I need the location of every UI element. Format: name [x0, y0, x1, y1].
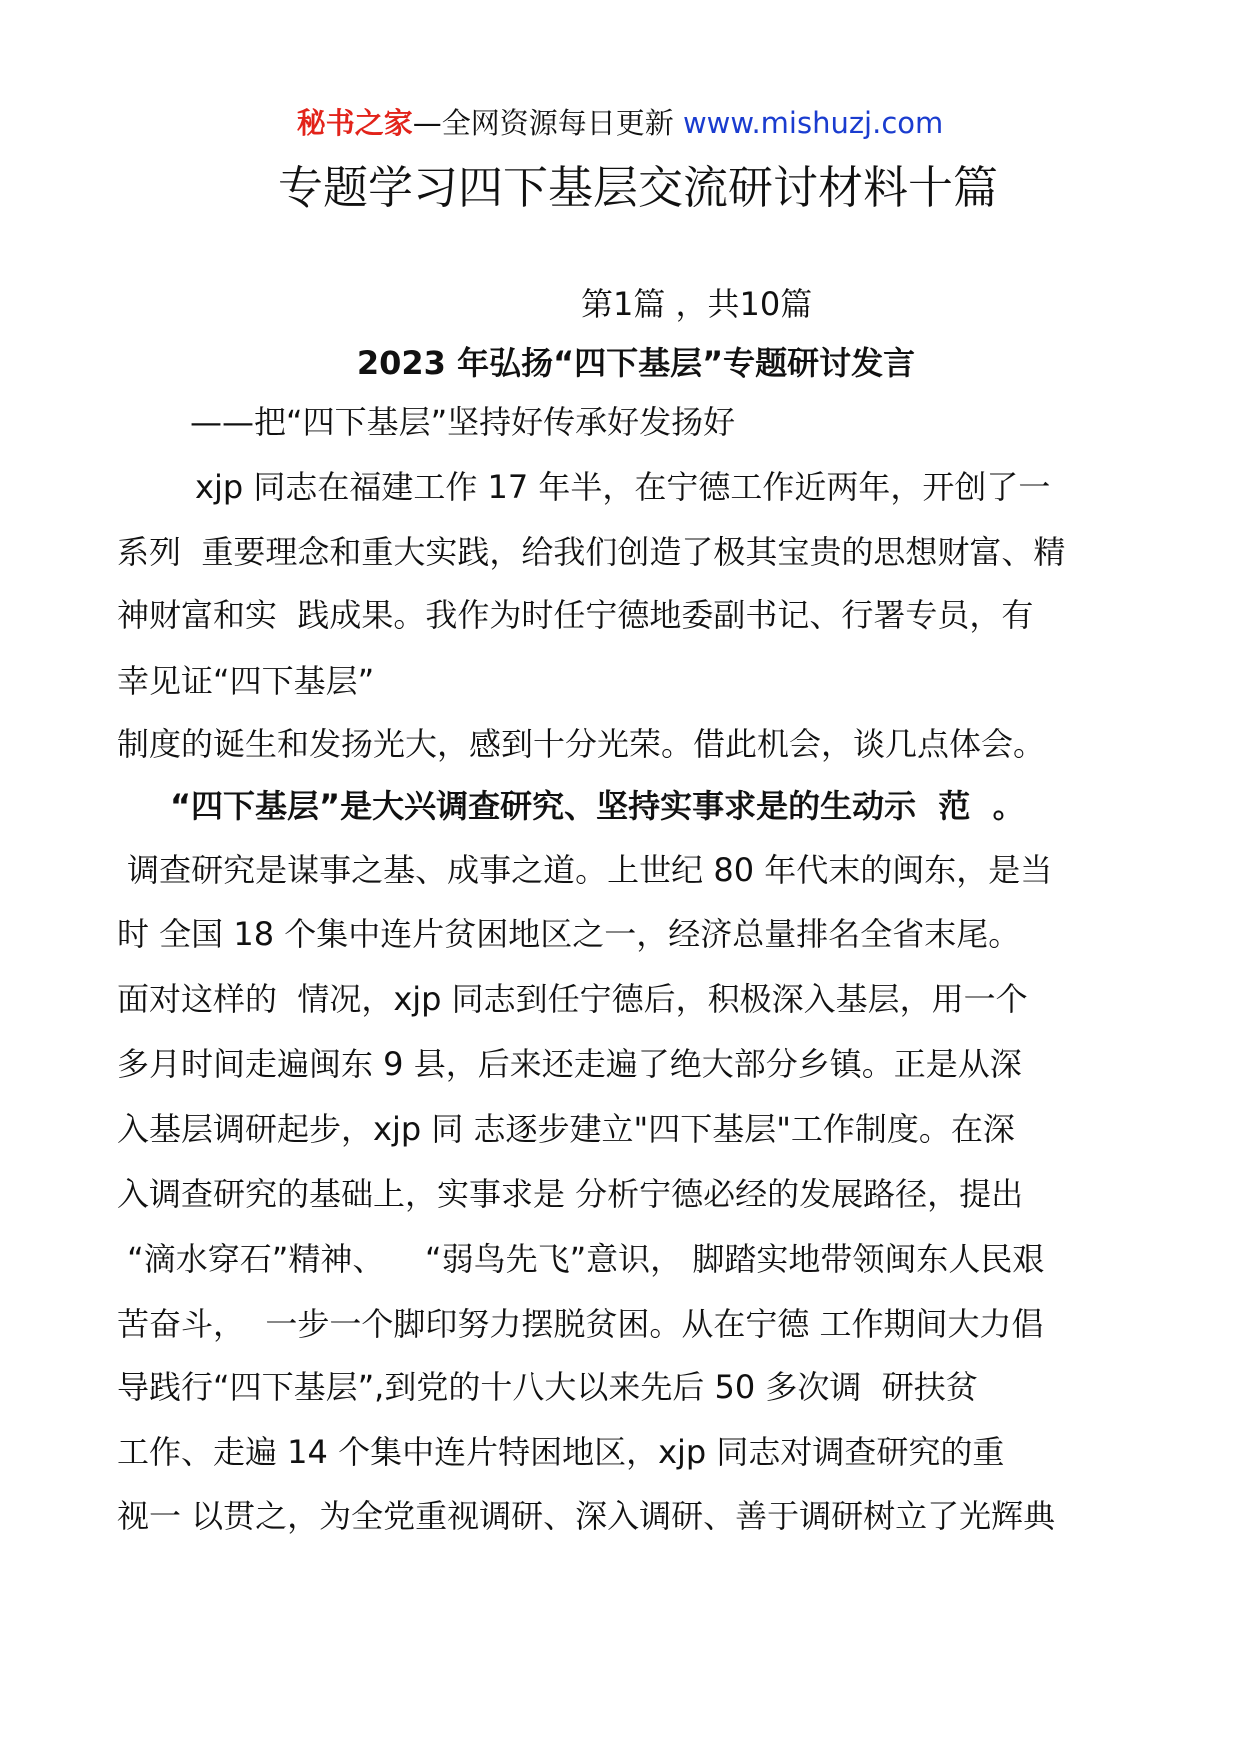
part-label: 第1篇 ，共10篇 — [581, 285, 813, 323]
speech-title: 2023 年弘扬“四下基层”专题研讨发言 — [356, 344, 916, 382]
section-heading: “四下基层”是大兴调查研究、坚持实事求是的生动示 范 。 — [170, 787, 1025, 825]
document-title: 专题学习四下基层交流研讨材料十篇 — [277, 161, 998, 214]
body-line: “滴水穿石”精神、 “弱鸟先飞”意识， 脚踏实地带领闽东人民艰 — [117, 1240, 1045, 1278]
site-header — [0, 104, 1240, 142]
body-line: 多月时间走遍闽东 9 县，后来还走遍了绝大部分乡镇。正是从深 — [117, 1045, 1022, 1083]
body-line: 导践行“四下基层”,到党的十八大以来先后 50 多次调 研扶贫 — [117, 1368, 978, 1406]
site-brand: 秘书之家 — [296, 106, 413, 140]
body-line: 调查研究是谋事之基、成事之道。上世纪 80 年代末的闽东，是当 — [117, 851, 1053, 889]
body-line: 工作、走遍 14 个集中连片特困地区，xjp 同志对调查研究的重 — [117, 1433, 1005, 1471]
body-line: 幸见证“四下基层” — [117, 662, 375, 700]
body-line: xjp 同志在福建工作 17 年半，在宁德工作近两年，开创了一 — [195, 468, 1051, 506]
body-line: 入调查研究的基础上，实事求是 分析宁德必经的发展路径，提出 — [117, 1175, 1024, 1213]
body-line: 时 全国 18 个集中连片贫困地区之一，经济总量排名全省末尾。 — [117, 915, 1021, 953]
body-line: 视一 以贯之，为全党重视调研、深入调研、善于调研树立了光辉典 — [117, 1497, 1056, 1535]
site-tagline: —全网资源每日更新 — [412, 106, 674, 140]
body-line: 系列 重要理念和重大实践，给我们创造了极其宝贵的思想财富、精 — [117, 533, 1066, 571]
body-line: 面对这样的 情况，xjp 同志到任宁德后，积极深入基层，用一个 — [117, 980, 1028, 1018]
body-line: 制度的诞生和发扬光大，感到十分光荣。借此机会，谈几点体会。 — [117, 725, 1046, 763]
speech-subtitle: ——把“四下基层”坚持好传承好发扬好 — [190, 403, 736, 441]
site-url-link[interactable]: www.mishuzj.com — [673, 106, 944, 140]
body-line: 神财富和实 践成果。我作为时任宁德地委副书记、行署专员，有 — [117, 596, 1034, 634]
body-line: 苦奋斗， 一步一个脚印努力摆脱贫困。从在宁德 工作期间大力倡 — [117, 1305, 1044, 1343]
body-line: 入基层调研起步，xjp 同 志逐步建立"四下基层"工作制度。在深 — [117, 1110, 1015, 1148]
